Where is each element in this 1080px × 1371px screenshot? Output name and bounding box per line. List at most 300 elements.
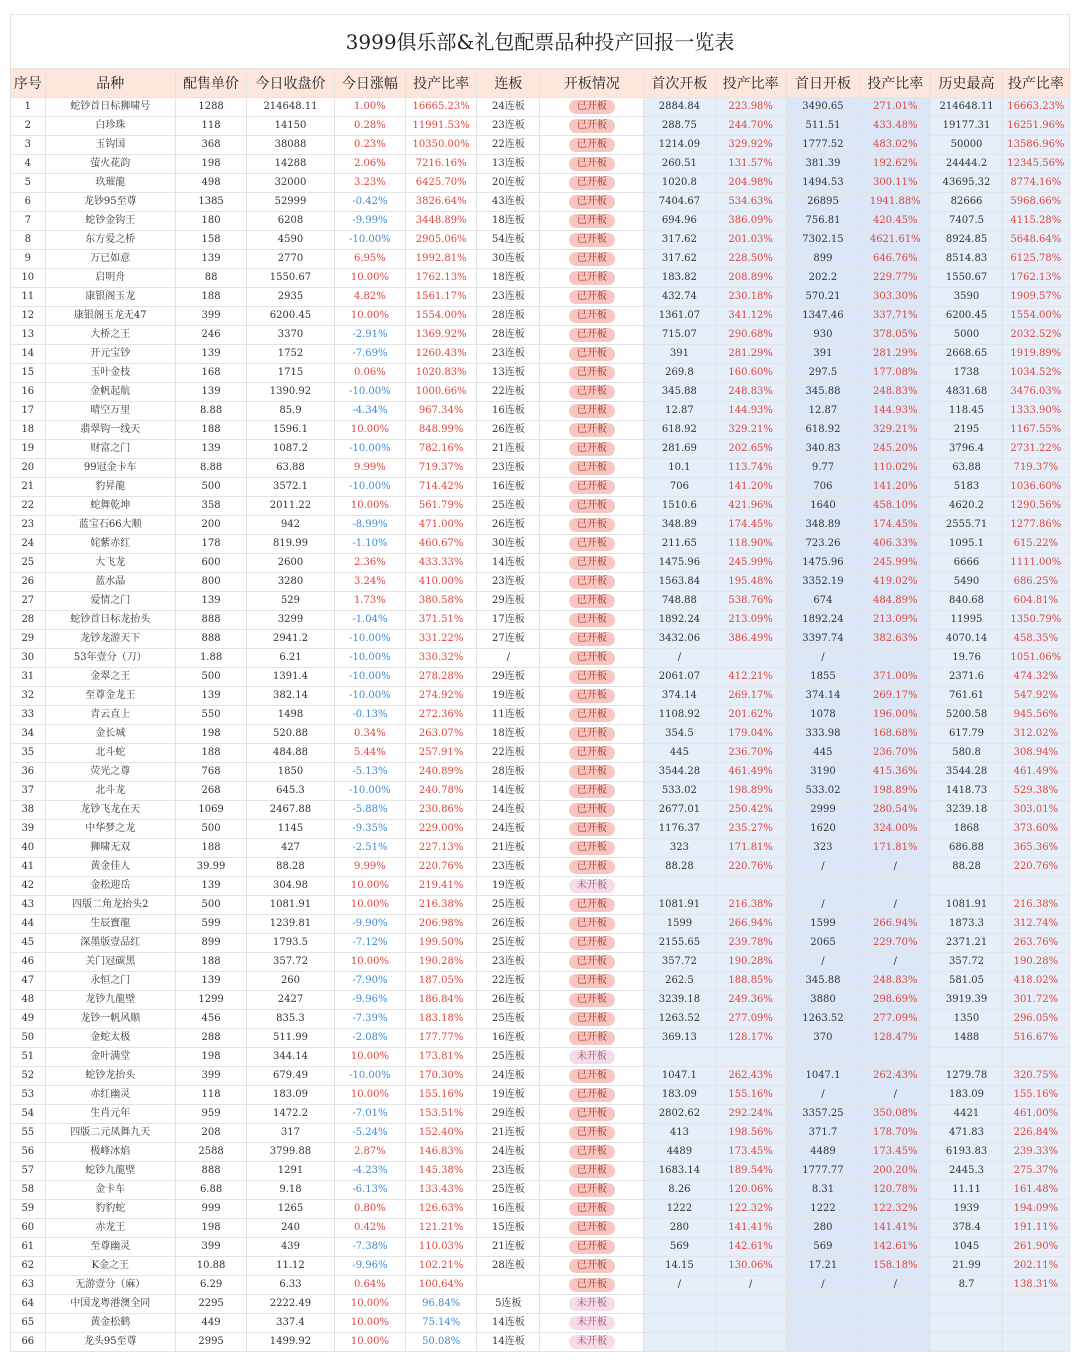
cell-index: 15 bbox=[11, 364, 46, 383]
cell-open-status bbox=[540, 1181, 644, 1200]
cell-variety: 蛇舞乾坤 bbox=[45, 497, 175, 516]
cell-change: 0.23% bbox=[334, 136, 405, 155]
cell-index: 20 bbox=[11, 459, 46, 478]
cell-change: -5.24% bbox=[334, 1124, 405, 1143]
cell-all-time-high: 1045 bbox=[931, 1238, 1002, 1257]
table-row[interactable] bbox=[11, 630, 1070, 649]
cell-first-open: 269.8 bbox=[644, 364, 715, 383]
table-row[interactable] bbox=[11, 1124, 1070, 1143]
cell-index: 58 bbox=[11, 1181, 46, 1200]
cell-close-price: 2941.2 bbox=[247, 630, 335, 649]
table-row[interactable] bbox=[11, 174, 1070, 193]
cell-unit-price: 368 bbox=[175, 136, 246, 155]
cell-day-one-open: 756.81 bbox=[786, 212, 859, 231]
table-row[interactable] bbox=[11, 1181, 1070, 1200]
cell-return-ratio: 1369.92% bbox=[406, 326, 477, 345]
table-row[interactable] bbox=[11, 1048, 1070, 1067]
col-header-first-open[interactable]: 首次开板 bbox=[644, 69, 715, 98]
table-row[interactable] bbox=[11, 991, 1070, 1010]
cell-first-open-ratio: 120.06% bbox=[715, 1181, 786, 1200]
table-row[interactable] bbox=[11, 801, 1070, 820]
cell-day-one-open: 1263.52 bbox=[786, 1010, 859, 1029]
cell-change: -1.04% bbox=[334, 611, 405, 630]
cell-open-status bbox=[540, 1238, 644, 1257]
cell-day-one-ratio: / bbox=[860, 953, 931, 972]
status-badge: 已开板 bbox=[569, 594, 615, 608]
cell-close-price: 344.14 bbox=[247, 1048, 335, 1067]
cell-first-open-ratio: 220.76% bbox=[715, 858, 786, 877]
cell-change: 10.00% bbox=[334, 269, 405, 288]
cell-unit-price: 139 bbox=[175, 440, 246, 459]
cell-unit-price: 6.88 bbox=[175, 1181, 246, 1200]
cell-day-one-ratio: 281.29% bbox=[860, 345, 931, 364]
cell-variety: 四版二元凤舞九天 bbox=[45, 1124, 175, 1143]
cell-unit-price: 888 bbox=[175, 1162, 246, 1181]
table-row[interactable] bbox=[11, 1257, 1070, 1276]
cell-change: -7.12% bbox=[334, 934, 405, 953]
col-header-high-ratio[interactable]: 投产比率 bbox=[1002, 69, 1069, 98]
cell-unit-price: 1069 bbox=[175, 801, 246, 820]
cell-first-open: 1108.92 bbox=[644, 706, 715, 725]
cell-first-open: 533.02 bbox=[644, 782, 715, 801]
cell-index: 40 bbox=[11, 839, 46, 858]
table-row[interactable] bbox=[11, 1143, 1070, 1162]
cell-day-one-open: 1777.52 bbox=[786, 136, 859, 155]
cell-day-one-ratio: 158.18% bbox=[860, 1257, 931, 1276]
table-row[interactable] bbox=[11, 193, 1070, 212]
cell-change: 3.23% bbox=[334, 174, 405, 193]
cell-limit-streak: 16连板 bbox=[477, 1200, 540, 1219]
cell-day-one-ratio: 266.94% bbox=[860, 915, 931, 934]
table-row[interactable] bbox=[11, 269, 1070, 288]
cell-day-one-ratio: 337.71% bbox=[860, 307, 931, 326]
cell-change: -4.34% bbox=[334, 402, 405, 421]
cell-variety: 赤龙王 bbox=[45, 1219, 175, 1238]
cell-limit-streak: 21连板 bbox=[477, 1238, 540, 1257]
table-row[interactable] bbox=[11, 877, 1070, 896]
col-header-return-ratio[interactable]: 投产比率 bbox=[406, 69, 477, 98]
cell-variety: 青云直上 bbox=[45, 706, 175, 725]
cell-unit-price: 180 bbox=[175, 212, 246, 231]
cell-change: 9.99% bbox=[334, 858, 405, 877]
cell-high-ratio: 261.90% bbox=[1002, 1238, 1069, 1257]
cell-index: 24 bbox=[11, 535, 46, 554]
cell-high-ratio: 13586.96% bbox=[1002, 136, 1069, 155]
cell-limit-streak: 26连板 bbox=[477, 516, 540, 535]
status-badge: 已开板 bbox=[569, 271, 615, 285]
table-row[interactable] bbox=[11, 402, 1070, 421]
cell-variety: 龙钞一帆风顺 bbox=[45, 1010, 175, 1029]
table-row[interactable] bbox=[11, 554, 1070, 573]
cell-variety: 至尊幽灵 bbox=[45, 1238, 175, 1257]
cell-index: 52 bbox=[11, 1067, 46, 1086]
table-row[interactable] bbox=[11, 364, 1070, 383]
table-row[interactable] bbox=[11, 934, 1070, 953]
cell-first-open-ratio: 244.70% bbox=[715, 117, 786, 136]
cell-close-price: 484.88 bbox=[247, 744, 335, 763]
table-row[interactable] bbox=[11, 421, 1070, 440]
table-row[interactable] bbox=[11, 136, 1070, 155]
cell-all-time-high: 214648.11 bbox=[931, 98, 1002, 117]
cell-first-open-ratio: / bbox=[715, 1276, 786, 1295]
cell-all-time-high: 88.28 bbox=[931, 858, 1002, 877]
cell-all-time-high: 82666 bbox=[931, 193, 1002, 212]
table-row[interactable] bbox=[11, 1314, 1070, 1333]
cell-index: 46 bbox=[11, 953, 46, 972]
cell-first-open-ratio: 198.89% bbox=[715, 782, 786, 801]
cell-index: 48 bbox=[11, 991, 46, 1010]
table-row[interactable] bbox=[11, 1200, 1070, 1219]
col-header-close-price[interactable]: 今日收盘价 bbox=[247, 69, 335, 98]
cell-return-ratio: 11991.53% bbox=[406, 117, 477, 136]
cell-open-status bbox=[540, 1219, 644, 1238]
table-row[interactable] bbox=[11, 896, 1070, 915]
cell-change: -2.91% bbox=[334, 326, 405, 345]
table-row[interactable] bbox=[11, 1067, 1070, 1086]
cell-index: 50 bbox=[11, 1029, 46, 1048]
table-row[interactable] bbox=[11, 744, 1070, 763]
cell-open-status bbox=[540, 668, 644, 687]
cell-return-ratio: 153.51% bbox=[406, 1105, 477, 1124]
table-row[interactable] bbox=[11, 1295, 1070, 1314]
cell-first-open: 569 bbox=[644, 1238, 715, 1257]
cell-unit-price: 8.88 bbox=[175, 402, 246, 421]
col-header-open-status[interactable]: 开板情况 bbox=[540, 69, 644, 98]
table-row[interactable] bbox=[11, 117, 1070, 136]
table-row[interactable] bbox=[11, 516, 1070, 535]
cell-all-time-high: 5000 bbox=[931, 326, 1002, 345]
cell-limit-streak: 23连板 bbox=[477, 858, 540, 877]
status-badge: 已开板 bbox=[569, 1240, 615, 1254]
cell-index: 54 bbox=[11, 1105, 46, 1124]
table-row[interactable] bbox=[11, 288, 1070, 307]
cell-all-time-high: 2555.71 bbox=[931, 516, 1002, 535]
table-row[interactable] bbox=[11, 972, 1070, 991]
table-row[interactable] bbox=[11, 459, 1070, 478]
cell-close-price: 32000 bbox=[247, 174, 335, 193]
cell-high-ratio: 312.02% bbox=[1002, 725, 1069, 744]
status-badge: 已开板 bbox=[569, 632, 615, 646]
table-row[interactable] bbox=[11, 1010, 1070, 1029]
status-badge: 已开板 bbox=[569, 347, 615, 361]
table-row[interactable] bbox=[11, 345, 1070, 364]
cell-first-open: 1599 bbox=[644, 915, 715, 934]
cell-close-price: 14288 bbox=[247, 155, 335, 174]
col-header-variety[interactable]: 品种 bbox=[45, 69, 175, 98]
table-row[interactable] bbox=[11, 98, 1070, 117]
cell-unit-price: 498 bbox=[175, 174, 246, 193]
cell-limit-streak: 11连板 bbox=[477, 706, 540, 725]
cell-high-ratio: 1036.60% bbox=[1002, 478, 1069, 497]
cell-index: 38 bbox=[11, 801, 46, 820]
cell-limit-streak: 17连板 bbox=[477, 611, 540, 630]
cell-unit-price: 959 bbox=[175, 1105, 246, 1124]
cell-open-status bbox=[540, 725, 644, 744]
cell-first-open-ratio: 155.16% bbox=[715, 1086, 786, 1105]
cell-day-one-open: / bbox=[786, 1086, 859, 1105]
table-row[interactable] bbox=[11, 1086, 1070, 1105]
page-title: 3999俱乐部&礼包配票品种投产回报一览表 bbox=[10, 14, 1070, 68]
cell-day-one-ratio: 415.36% bbox=[860, 763, 931, 782]
col-header-all-time-high[interactable]: 历史最高 bbox=[931, 69, 1002, 98]
cell-variety: 蛇钞龙抬头 bbox=[45, 1067, 175, 1086]
cell-day-one-open: 391 bbox=[786, 345, 859, 364]
table-row[interactable] bbox=[11, 858, 1070, 877]
cell-first-open: 432.74 bbox=[644, 288, 715, 307]
table-row[interactable] bbox=[11, 839, 1070, 858]
cell-variety: 黄金松鹤 bbox=[45, 1314, 175, 1333]
cell-close-price: 4590 bbox=[247, 231, 335, 250]
cell-unit-price: 399 bbox=[175, 307, 246, 326]
table-row[interactable] bbox=[11, 592, 1070, 611]
cell-open-status bbox=[540, 630, 644, 649]
cell-first-open: 1176.37 bbox=[644, 820, 715, 839]
cell-first-open: 357.72 bbox=[644, 953, 715, 972]
cell-day-one-open: / bbox=[786, 1276, 859, 1295]
table-row[interactable] bbox=[11, 573, 1070, 592]
table-row[interactable] bbox=[11, 915, 1070, 934]
table-row[interactable] bbox=[11, 1276, 1070, 1295]
cell-change: 0.28% bbox=[334, 117, 405, 136]
table-row[interactable] bbox=[11, 307, 1070, 326]
cell-return-ratio: 186.84% bbox=[406, 991, 477, 1010]
cell-all-time-high: 840.68 bbox=[931, 592, 1002, 611]
table-row[interactable] bbox=[11, 820, 1070, 839]
cell-change: 10.00% bbox=[334, 307, 405, 326]
cell-index: 4 bbox=[11, 155, 46, 174]
cell-index: 22 bbox=[11, 497, 46, 516]
cell-first-open: 1683.14 bbox=[644, 1162, 715, 1181]
cell-unit-price: 188 bbox=[175, 421, 246, 440]
cell-return-ratio: 227.13% bbox=[406, 839, 477, 858]
status-badge: 已开板 bbox=[569, 100, 615, 114]
cell-first-open: 348.89 bbox=[644, 516, 715, 535]
table-row[interactable] bbox=[11, 478, 1070, 497]
cell-day-one-ratio: 248.83% bbox=[860, 383, 931, 402]
cell-day-one-open bbox=[786, 1295, 859, 1314]
cell-day-one-ratio: 122.32% bbox=[860, 1200, 931, 1219]
cell-index: 36 bbox=[11, 763, 46, 782]
table-row[interactable] bbox=[11, 212, 1070, 231]
cell-open-status bbox=[540, 1048, 644, 1067]
status-badge: 已开板 bbox=[569, 1164, 615, 1178]
cell-first-open-ratio bbox=[715, 1048, 786, 1067]
cell-day-one-ratio: 419.02% bbox=[860, 573, 931, 592]
cell-close-price: 819.99 bbox=[247, 535, 335, 554]
cell-first-open-ratio: 538.76% bbox=[715, 592, 786, 611]
cell-index: 10 bbox=[11, 269, 46, 288]
cell-high-ratio: 604.81% bbox=[1002, 592, 1069, 611]
cell-variety: 大桥之王 bbox=[45, 326, 175, 345]
cell-all-time-high: 4421 bbox=[931, 1105, 1002, 1124]
cell-limit-streak: 23连板 bbox=[477, 288, 540, 307]
cell-high-ratio: 458.35% bbox=[1002, 630, 1069, 649]
cell-close-price: 63.88 bbox=[247, 459, 335, 478]
cell-day-one-open: 1222 bbox=[786, 1200, 859, 1219]
cell-open-status bbox=[540, 972, 644, 991]
col-header-change[interactable]: 今日涨幅 bbox=[334, 69, 405, 98]
cell-day-one-ratio: 277.09% bbox=[860, 1010, 931, 1029]
table-row[interactable] bbox=[11, 668, 1070, 687]
cell-limit-streak: 26连板 bbox=[477, 421, 540, 440]
cell-all-time-high: 2195 bbox=[931, 421, 1002, 440]
cell-close-price: 2427 bbox=[247, 991, 335, 1010]
cell-first-open: 317.62 bbox=[644, 250, 715, 269]
cell-index: 17 bbox=[11, 402, 46, 421]
cell-day-one-ratio bbox=[860, 1314, 931, 1333]
status-badge: 已开板 bbox=[569, 1259, 615, 1273]
cell-day-one-open: / bbox=[786, 953, 859, 972]
cell-limit-streak: 22连板 bbox=[477, 972, 540, 991]
cell-high-ratio: 226.84% bbox=[1002, 1124, 1069, 1143]
table-row[interactable] bbox=[11, 497, 1070, 516]
cell-all-time-high: 19177.31 bbox=[931, 117, 1002, 136]
table-row[interactable] bbox=[11, 1162, 1070, 1181]
cell-return-ratio: 219.41% bbox=[406, 877, 477, 896]
col-header-limit-streak[interactable]: 连板 bbox=[477, 69, 540, 98]
cell-limit-streak: 27连板 bbox=[477, 630, 540, 649]
cell-variety: 康银阁玉龙 bbox=[45, 288, 175, 307]
table-row[interactable] bbox=[11, 1029, 1070, 1048]
cell-variety: 中国龙粤港澳全同 bbox=[45, 1295, 175, 1314]
cell-day-one-open: 8.31 bbox=[786, 1181, 859, 1200]
cell-close-price: 3799.88 bbox=[247, 1143, 335, 1162]
col-header-index[interactable]: 序号 bbox=[11, 69, 46, 98]
cell-return-ratio: 410.00% bbox=[406, 573, 477, 592]
col-header-unit-price[interactable]: 配售单价 bbox=[175, 69, 246, 98]
cell-first-open: 3544.28 bbox=[644, 763, 715, 782]
cell-high-ratio: 202.11% bbox=[1002, 1257, 1069, 1276]
cell-index: 29 bbox=[11, 630, 46, 649]
cell-all-time-high: 686.88 bbox=[931, 839, 1002, 858]
cell-limit-streak: 24连板 bbox=[477, 820, 540, 839]
cell-all-time-high: 1939 bbox=[931, 1200, 1002, 1219]
cell-return-ratio: 433.33% bbox=[406, 554, 477, 573]
cell-first-open-ratio: 141.41% bbox=[715, 1219, 786, 1238]
cell-high-ratio: 547.92% bbox=[1002, 687, 1069, 706]
cell-all-time-high: 2371.6 bbox=[931, 668, 1002, 687]
table-row[interactable] bbox=[11, 725, 1070, 744]
cell-open-status bbox=[540, 573, 644, 592]
col-header-day-one-ratio[interactable]: 投产比率 bbox=[860, 69, 931, 98]
cell-all-time-high: 21.99 bbox=[931, 1257, 1002, 1276]
cell-change: 10.00% bbox=[334, 1295, 405, 1314]
table-row[interactable] bbox=[11, 782, 1070, 801]
cell-day-one-open: 3880 bbox=[786, 991, 859, 1010]
cell-first-open: 2884.84 bbox=[644, 98, 715, 117]
cell-return-ratio: 230.86% bbox=[406, 801, 477, 820]
status-badge: 已开板 bbox=[569, 746, 615, 760]
table-row[interactable] bbox=[11, 231, 1070, 250]
cell-index: 11 bbox=[11, 288, 46, 307]
col-header-day-one-open[interactable]: 首日开板 bbox=[786, 69, 859, 98]
cell-return-ratio: 155.16% bbox=[406, 1086, 477, 1105]
table-row[interactable] bbox=[11, 535, 1070, 554]
table-row[interactable] bbox=[11, 1238, 1070, 1257]
status-badge: 已开板 bbox=[569, 404, 615, 418]
cell-unit-price: 449 bbox=[175, 1314, 246, 1333]
cell-variety: 赤红幽灵 bbox=[45, 1086, 175, 1105]
returns-table bbox=[10, 68, 1070, 1352]
cell-high-ratio: 312.74% bbox=[1002, 915, 1069, 934]
cell-return-ratio: 146.83% bbox=[406, 1143, 477, 1162]
cell-day-one-open: 374.14 bbox=[786, 687, 859, 706]
cell-unit-price: 139 bbox=[175, 383, 246, 402]
table-row[interactable] bbox=[11, 1105, 1070, 1124]
table-row[interactable] bbox=[11, 326, 1070, 345]
cell-open-status bbox=[540, 402, 644, 421]
status-badge: 已开板 bbox=[569, 176, 615, 190]
col-header-first-open-ratio[interactable]: 投产比率 bbox=[715, 69, 786, 98]
cell-change: -10.00% bbox=[334, 1067, 405, 1086]
cell-unit-price: 198 bbox=[175, 155, 246, 174]
cell-first-open: 4489 bbox=[644, 1143, 715, 1162]
cell-index: 18 bbox=[11, 421, 46, 440]
cell-high-ratio: 1290.56% bbox=[1002, 497, 1069, 516]
cell-high-ratio: 1051.06% bbox=[1002, 649, 1069, 668]
cell-return-ratio: 190.28% bbox=[406, 953, 477, 972]
cell-limit-streak: 15连板 bbox=[477, 1219, 540, 1238]
cell-variety: 启明舟 bbox=[45, 269, 175, 288]
cell-all-time-high: 357.72 bbox=[931, 953, 1002, 972]
table-row[interactable] bbox=[11, 953, 1070, 972]
cell-change: -1.10% bbox=[334, 535, 405, 554]
cell-high-ratio: 8774.16% bbox=[1002, 174, 1069, 193]
cell-return-ratio: 96.84% bbox=[406, 1295, 477, 1314]
cell-index: 2 bbox=[11, 117, 46, 136]
table-row[interactable] bbox=[11, 383, 1070, 402]
table-row[interactable] bbox=[11, 155, 1070, 174]
table-row[interactable] bbox=[11, 440, 1070, 459]
table-row[interactable] bbox=[11, 706, 1070, 725]
cell-limit-streak: 16连板 bbox=[477, 402, 540, 421]
cell-open-status bbox=[540, 687, 644, 706]
table-row[interactable] bbox=[11, 763, 1070, 782]
cell-first-open: 618.92 bbox=[644, 421, 715, 440]
cell-change: -6.13% bbox=[334, 1181, 405, 1200]
table-row[interactable] bbox=[11, 1333, 1070, 1352]
cell-open-status bbox=[540, 554, 644, 573]
cell-change: -9.96% bbox=[334, 1257, 405, 1276]
cell-all-time-high: 1350 bbox=[931, 1010, 1002, 1029]
cell-first-open: 1263.52 bbox=[644, 1010, 715, 1029]
cell-change: -0.13% bbox=[334, 706, 405, 725]
cell-change: -7.69% bbox=[334, 345, 405, 364]
cell-all-time-high: 581.05 bbox=[931, 972, 1002, 991]
cell-limit-streak: 14连板 bbox=[477, 1314, 540, 1333]
table-row[interactable] bbox=[11, 649, 1070, 668]
table-row[interactable] bbox=[11, 250, 1070, 269]
cell-index: 43 bbox=[11, 896, 46, 915]
cell-close-price: 1291 bbox=[247, 1162, 335, 1181]
cell-first-open-ratio: 142.61% bbox=[715, 1238, 786, 1257]
status-badge: 已开板 bbox=[569, 651, 615, 665]
status-badge: 已开板 bbox=[569, 727, 615, 741]
cell-day-one-ratio: 382.63% bbox=[860, 630, 931, 649]
cell-first-open: 748.88 bbox=[644, 592, 715, 611]
cell-unit-price: 456 bbox=[175, 1010, 246, 1029]
table-row[interactable] bbox=[11, 1219, 1070, 1238]
table-row[interactable] bbox=[11, 611, 1070, 630]
cell-index: 31 bbox=[11, 668, 46, 687]
cell-return-ratio: 1561.17% bbox=[406, 288, 477, 307]
cell-index: 13 bbox=[11, 326, 46, 345]
cell-open-status bbox=[540, 820, 644, 839]
cell-change: -9.96% bbox=[334, 991, 405, 1010]
status-badge: 已开板 bbox=[569, 214, 615, 228]
cell-unit-price: 188 bbox=[175, 953, 246, 972]
table-row[interactable] bbox=[11, 687, 1070, 706]
